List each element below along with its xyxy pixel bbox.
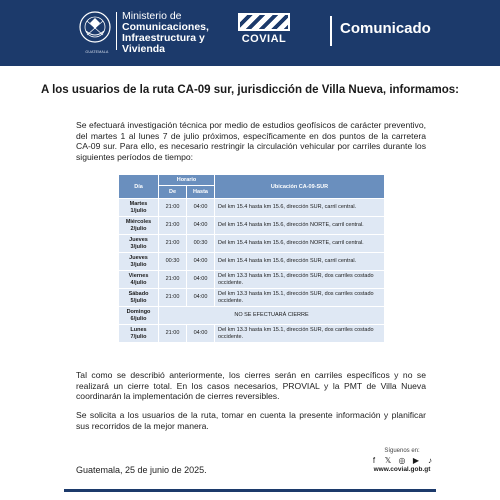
- ministry-name: [122, 11, 232, 55]
- footer-band: [64, 489, 436, 492]
- table-row: [119, 235, 385, 253]
- website-link[interactable]: www.covial.gob.gt: [373, 466, 431, 473]
- social-icons: [352, 456, 452, 465]
- tiktok-icon[interactable]: ♪: [428, 456, 432, 465]
- row-location: Del km 15.4 hasta km 15.6, dirección NORTE, carril central.: [215, 217, 385, 235]
- row-day: Martes 1/julio: [119, 199, 159, 217]
- covial-label: COVIAL: [241, 33, 287, 45]
- col-to-header: Hasta: [187, 186, 215, 199]
- facebook-icon[interactable]: f: [372, 456, 376, 465]
- page-title: Comunicado: [340, 20, 431, 37]
- row-from: 00:30: [159, 253, 187, 271]
- request-paragraph: Se solicita a los usuarios de la ruta, tomar en cuenta la presente información y planificar sus recorridos de la mejor manera.: [76, 410, 426, 431]
- instagram-icon[interactable]: ◎: [398, 456, 406, 465]
- row-location: Del km 15.4 hasta km 15.6, dirección NORTE, carril central.: [215, 235, 385, 253]
- row-no-closure: NO SE EFECTUARÁ CIERRE: [159, 307, 385, 325]
- row-location: Del km 13.3 hasta km 15.1, dirección SUR, dos carriles costado occidente.: [215, 289, 385, 307]
- table-row: [119, 325, 385, 343]
- col-schedule-header: Horario: [159, 175, 215, 186]
- header-divider: [330, 16, 332, 46]
- table-row: [119, 253, 385, 271]
- row-location: Del km 13.3 hasta km 15.1, dirección SUR, dos carriles costado occidente.: [215, 271, 385, 289]
- ministry-divider: [116, 12, 117, 50]
- row-day: Domingo 6/julio: [119, 307, 159, 325]
- col-day-header: Día: [119, 175, 159, 199]
- row-day: Viernes 4/julio: [119, 271, 159, 289]
- youtube-icon[interactable]: ▶: [412, 456, 420, 465]
- ministry-line-4: Vivienda: [122, 43, 165, 55]
- row-from: 21:00: [159, 289, 187, 307]
- row-location: Del km 13.3 hasta km 15.1, dirección SUR, dos carriles costado occidente.: [215, 325, 385, 343]
- row-to: 04:00: [187, 271, 215, 289]
- row-to: 04:00: [187, 289, 215, 307]
- seal-caption: GUATEMALA: [85, 50, 109, 54]
- col-from-header: De: [159, 186, 187, 199]
- row-to: 04:00: [187, 253, 215, 271]
- row-to: 04:00: [187, 325, 215, 343]
- table-row: [119, 271, 385, 289]
- guatemala-seal-icon: [78, 9, 112, 49]
- row-to: 00:30: [187, 235, 215, 253]
- covial-stripes-icon: [238, 13, 290, 31]
- row-to: 04:00: [187, 199, 215, 217]
- x-icon[interactable]: 𝕏: [384, 456, 392, 465]
- row-from: 21:00: [159, 217, 187, 235]
- ministry-line-1: Ministerio de: [122, 10, 182, 22]
- row-day: Lunes 7/julio: [119, 325, 159, 343]
- ministry-line-2: Comunicaciones,: [122, 21, 209, 33]
- row-day: Jueves 3/julio: [119, 235, 159, 253]
- closure-details-paragraph: Tal como se describió anteriormente, los cierres serán en carriles específicos y no se realizará un cierre total. En los casos necesarios, PROVIAL y la PMT de Villa Nueva coordinarán la implementación de cierres reversibles.: [76, 370, 426, 402]
- covial-logo: [236, 13, 292, 53]
- headline: A los usuarios de la ruta CA-09 sur, jurisdicción de Villa Nueva, informamos:: [41, 84, 459, 96]
- table-row: [119, 289, 385, 307]
- intro-paragraph: Se efectuará investigación técnica por medio de estudios geofísicos de carácter preventivo, del martes 1 al lunes 7 de julio próximos, específicamente en dos puntos de la carretera CA-09 sur. Para ello, es necesario restringir la circulación vehicular por carriles durante los siguientes períodos de tiempo:: [76, 120, 426, 162]
- ministry-line-3: Infraestructura y: [122, 32, 205, 44]
- row-day: Sábado 5/julio: [119, 289, 159, 307]
- row-from: 21:00: [159, 325, 187, 343]
- row-day: Jueves 3/julio: [119, 253, 159, 271]
- header-banner: [0, 0, 500, 66]
- row-location: Del km 15.4 hasta km 15.6, dirección SUR, carril central.: [215, 199, 385, 217]
- table-row: [119, 217, 385, 235]
- table-row: [119, 307, 385, 325]
- social-block: [352, 448, 452, 473]
- closure-schedule-table: [118, 174, 385, 343]
- table-row: [119, 199, 385, 217]
- col-location-header: Ubicación CA-09-SUR: [215, 175, 385, 199]
- row-location: Del km 15.4 hasta km 15.6, dirección SUR, carril central.: [215, 253, 385, 271]
- issue-date: Guatemala, 25 de junio de 2025.: [76, 465, 207, 475]
- row-to: 04:00: [187, 217, 215, 235]
- row-from: 21:00: [159, 199, 187, 217]
- row-from: 21:00: [159, 271, 187, 289]
- row-from: 21:00: [159, 235, 187, 253]
- social-label: Síguenos en:: [384, 448, 420, 454]
- row-day: Miércoles 2/julio: [119, 217, 159, 235]
